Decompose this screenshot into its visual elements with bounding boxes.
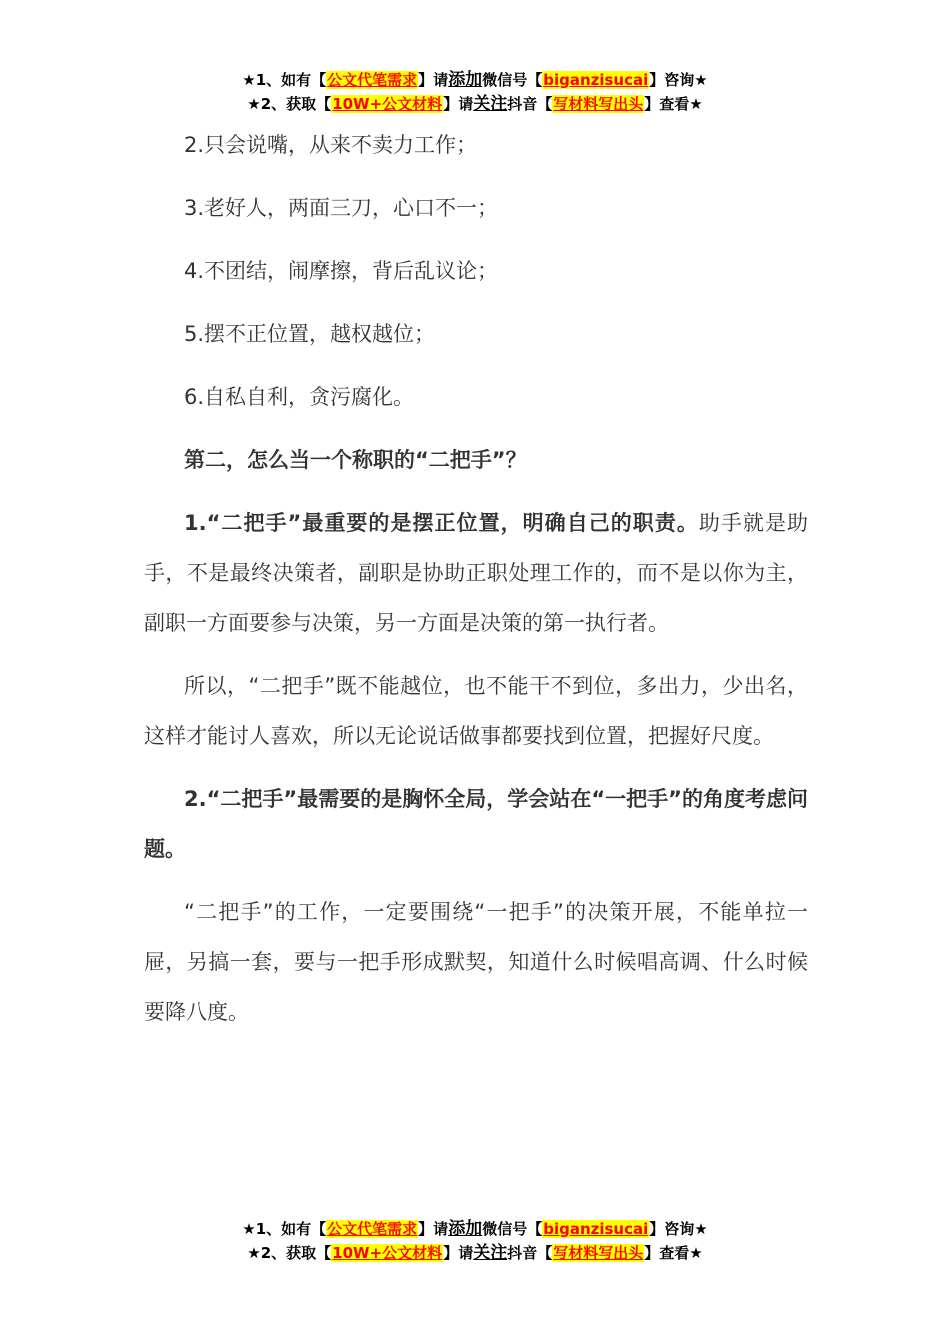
banner-text: ★2、获取【 (247, 95, 332, 113)
banner-text: 】查看★ (644, 1244, 703, 1262)
underlined-add: 添加 (448, 1219, 483, 1239)
banner-text: ★2、获取【 (247, 1244, 332, 1262)
header-banner (0, 68, 950, 116)
underlined-follow: 关注 (473, 94, 508, 114)
banner-text: ★1、如有【 (242, 71, 327, 89)
banner-text: 微信号【 (482, 71, 543, 89)
highlight-service: 公文代笔需求 (327, 1220, 418, 1238)
banner-text: 】请 (418, 71, 449, 89)
banner-text: 】咨询★ (649, 1220, 708, 1238)
highlight-materials: 10W+公文材料 (332, 95, 443, 113)
point-1-title: 1.“二把手”最重要的是摆正位置，明确自己的职责。 (184, 511, 699, 535)
banner-text: 】咨询★ (649, 71, 708, 89)
banner-text: 】请 (443, 1244, 474, 1262)
highlight-wechat-id: biganzisucai (543, 71, 649, 89)
list-item: 5.摆不正位置，越权越位； (184, 322, 436, 346)
underlined-follow: 关注 (473, 1243, 508, 1263)
footer-banner (0, 1217, 950, 1265)
banner-text: ★1、如有【 (242, 1220, 327, 1238)
paragraph: “二把手”的工作，一定要围绕“一把手”的决策开展，不能单拉一屉，另搞一套，要与一把手形成默契，知道什么时候唱高调、什么时候要降八度。 (144, 900, 808, 1024)
banner-text: 抖音【 (507, 95, 553, 113)
highlight-materials: 10W+公文材料 (332, 1244, 443, 1262)
list-item: 2.只会说嘴，从来不卖力工作； (184, 133, 478, 157)
list-item: 4.不团结，闹摩擦，背后乱议论； (184, 259, 499, 283)
list-item: 3.老好人，两面三刀，心口不一； (184, 196, 499, 220)
section-heading: 第二，怎么当一个称职的“二把手”？ (184, 448, 527, 472)
banner-text: 】请 (443, 95, 474, 113)
underlined-add: 添加 (448, 70, 483, 90)
banner-line-1 (0, 1217, 950, 1241)
point-1-paragraph (144, 498, 808, 648)
banner-text: 抖音【 (507, 1244, 553, 1262)
point-2-title: 2.“二把手”最需要的是胸怀全局，学会站在“一把手”的角度考虑问题。 (144, 787, 808, 861)
highlight-douyin-account: 写材料写出头 (553, 1244, 644, 1262)
banner-text: 】查看★ (644, 95, 703, 113)
highlight-wechat-id: biganzisucai (543, 1220, 649, 1238)
banner-text: 微信号【 (482, 1220, 543, 1238)
banner-line-2 (0, 92, 950, 116)
paragraph: 所以，“二把手”既不能越位，也不能干不到位，多出力，少出名，这样才能讨人喜欢，所以无论说话做事都要找到位置，把握好尺度。 (144, 674, 808, 748)
point-2-paragraph (144, 774, 808, 874)
banner-text: 】请 (418, 1220, 449, 1238)
document-body (144, 120, 808, 1050)
highlight-douyin-account: 写材料写出头 (553, 95, 644, 113)
point-1-text: 助手就是助手，不是最终决策者，副职是协助正职处理工作的，而不是以你为主，副职一方面要参与决策，另一方面是决策的第一执行者。 (144, 511, 808, 635)
highlight-service: 公文代笔需求 (327, 71, 418, 89)
banner-line-1 (0, 68, 950, 92)
list-item: 6.自私自利，贪污腐化。 (184, 385, 415, 409)
banner-line-2 (0, 1241, 950, 1265)
